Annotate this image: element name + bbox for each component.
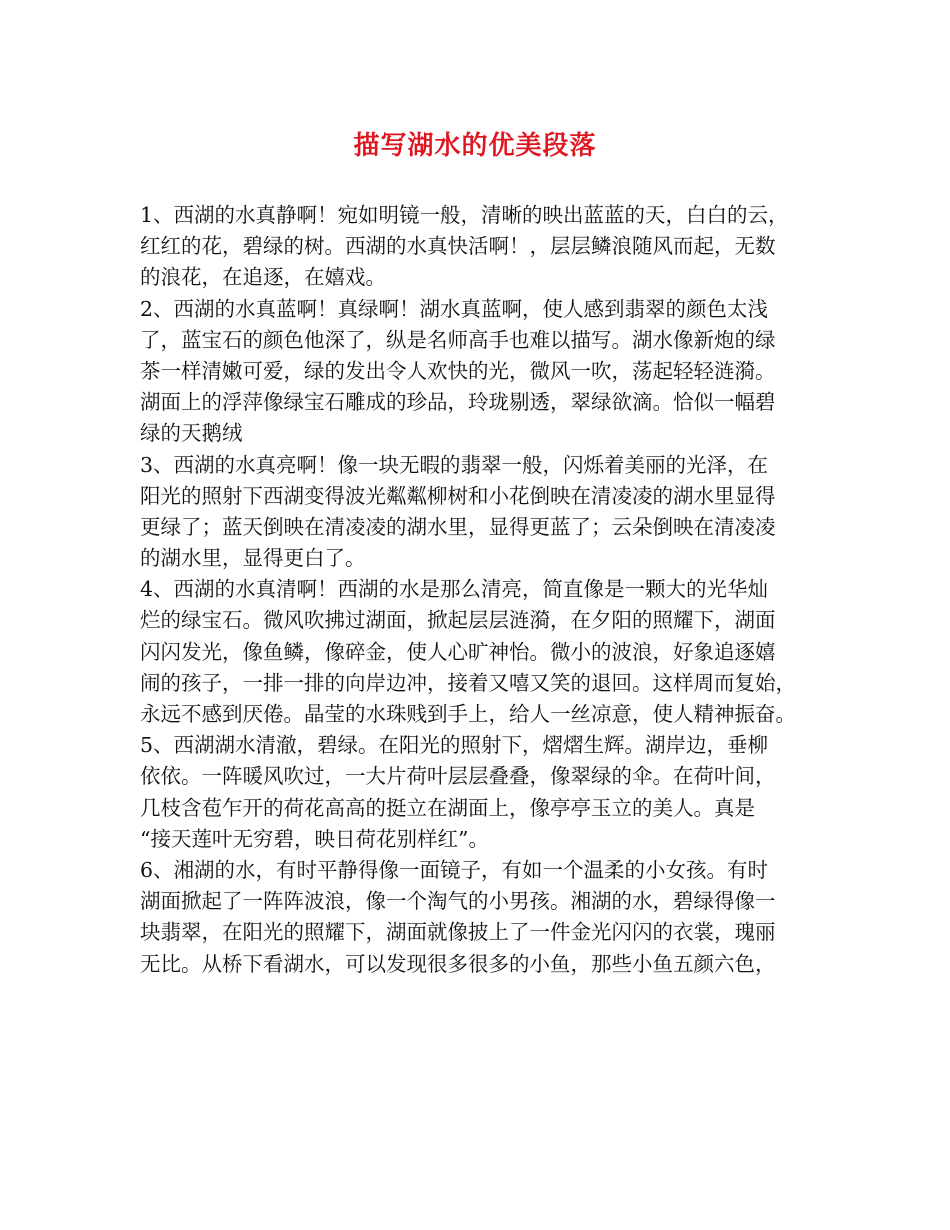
text-line: 烂的绿宝石。微风吹拂过湖面，掀起层层涟漪，在夕阳的照耀下，湖面	[140, 608, 776, 633]
paragraph-3	[140, 450, 830, 575]
text-line: 湖面掀起了一阵阵波浪，像一个淘气的小男孩。湘湖的水，碧绿得像一	[140, 889, 776, 914]
text-line: 5、西湖湖水清澈，碧绿。在阳光的照射下，熠熠生辉。湖岸边，垂柳	[140, 733, 769, 758]
text-line: 3、西湖的水真亮啊！像一块无暇的翡翠一般，闪烁着美丽的光泽，在	[140, 452, 769, 477]
text-line: 6、湘湖的水，有时平静得像一面镜子，有如一个温柔的小女孩。有时	[140, 857, 769, 882]
text-line: 的湖水里，显得更白了。	[140, 546, 366, 571]
text-line: 无比。从桥下看湖水，可以发现很多很多的小鱼，那些小鱼五颜六色，	[140, 951, 776, 976]
text-line: 了，蓝宝石的颜色他深了，纵是名师高手也难以描写。湖水像新炮的绿	[140, 327, 776, 352]
text-line: 茶一样清嫩可爱，绿的发出令人欢快的光，微风一吹，荡起轻轻涟漪。	[140, 358, 776, 383]
document-title: 描写湖水的优美段落	[353, 131, 597, 161]
text-line: 湖面上的浮萍像绿宝石雕成的珍品，玲珑剔透，翠绿欲滴。恰似一幅碧	[140, 390, 776, 415]
text-line: “接天莲叶无穷碧，映日荷花别样红”。	[140, 826, 489, 851]
text-line: 永远不感到厌倦。晶莹的水珠贱到手上，给人一丝凉意，使人精神振奋。	[140, 702, 796, 726]
text-line: 闪闪发光，像鱼鳞，像碎金，使人心旷神怡。微小的波浪，好象追逐嬉	[140, 639, 776, 664]
document-body	[140, 200, 830, 980]
text-line: 更绿了；蓝天倒映在清凌凌的湖水里，显得更蓝了；云朵倒映在清凌凌	[140, 514, 776, 539]
text-line: 1、西湖的水真静啊！宛如明镜一般，清晰的映出蓝蓝的天，白白的云，	[140, 203, 789, 227]
text-line: 红红的花，碧绿的树。西湖的水真快活啊！，层层鳞浪随风而起，无数	[140, 234, 776, 259]
text-line: 2、西湖的水真蓝啊！真绿啊！湖水真蓝啊，使人感到翡翠的颜色太浅	[140, 296, 769, 321]
text-line: 的浪花，在追逐，在嬉戏。	[140, 265, 386, 290]
paragraph-5	[140, 730, 830, 855]
paragraph-1	[140, 200, 830, 294]
paragraph-4	[140, 574, 830, 730]
text-line: 阳光的照射下西湖变得波光粼粼柳树和小花倒映在清凌凌的湖水里显得	[140, 483, 776, 508]
text-line: 绿的天鹅绒	[140, 421, 243, 446]
paragraph-6	[140, 855, 830, 980]
paragraph-2	[140, 294, 830, 450]
text-line: 依依。一阵暖风吹过，一大片荷叶层层叠叠，像翠绿的伞。在荷叶间，	[140, 764, 776, 789]
text-line: 块翡翠，在阳光的照耀下，湖面就像披上了一件金光闪闪的衣裳，瑰丽	[140, 920, 776, 945]
text-line: 闹的孩子，一排一排的向岸边冲，接着又嘻又笑的退回。这样周而复始，	[140, 670, 796, 695]
text-line: 几枝含苞乍开的荷花高高的挺立在湖面上，像亭亭玉立的美人。真是	[140, 795, 755, 820]
text-line: 4、西湖的水真清啊！西湖的水是那么清亮，简直像是一颗大的光华灿	[140, 577, 769, 602]
